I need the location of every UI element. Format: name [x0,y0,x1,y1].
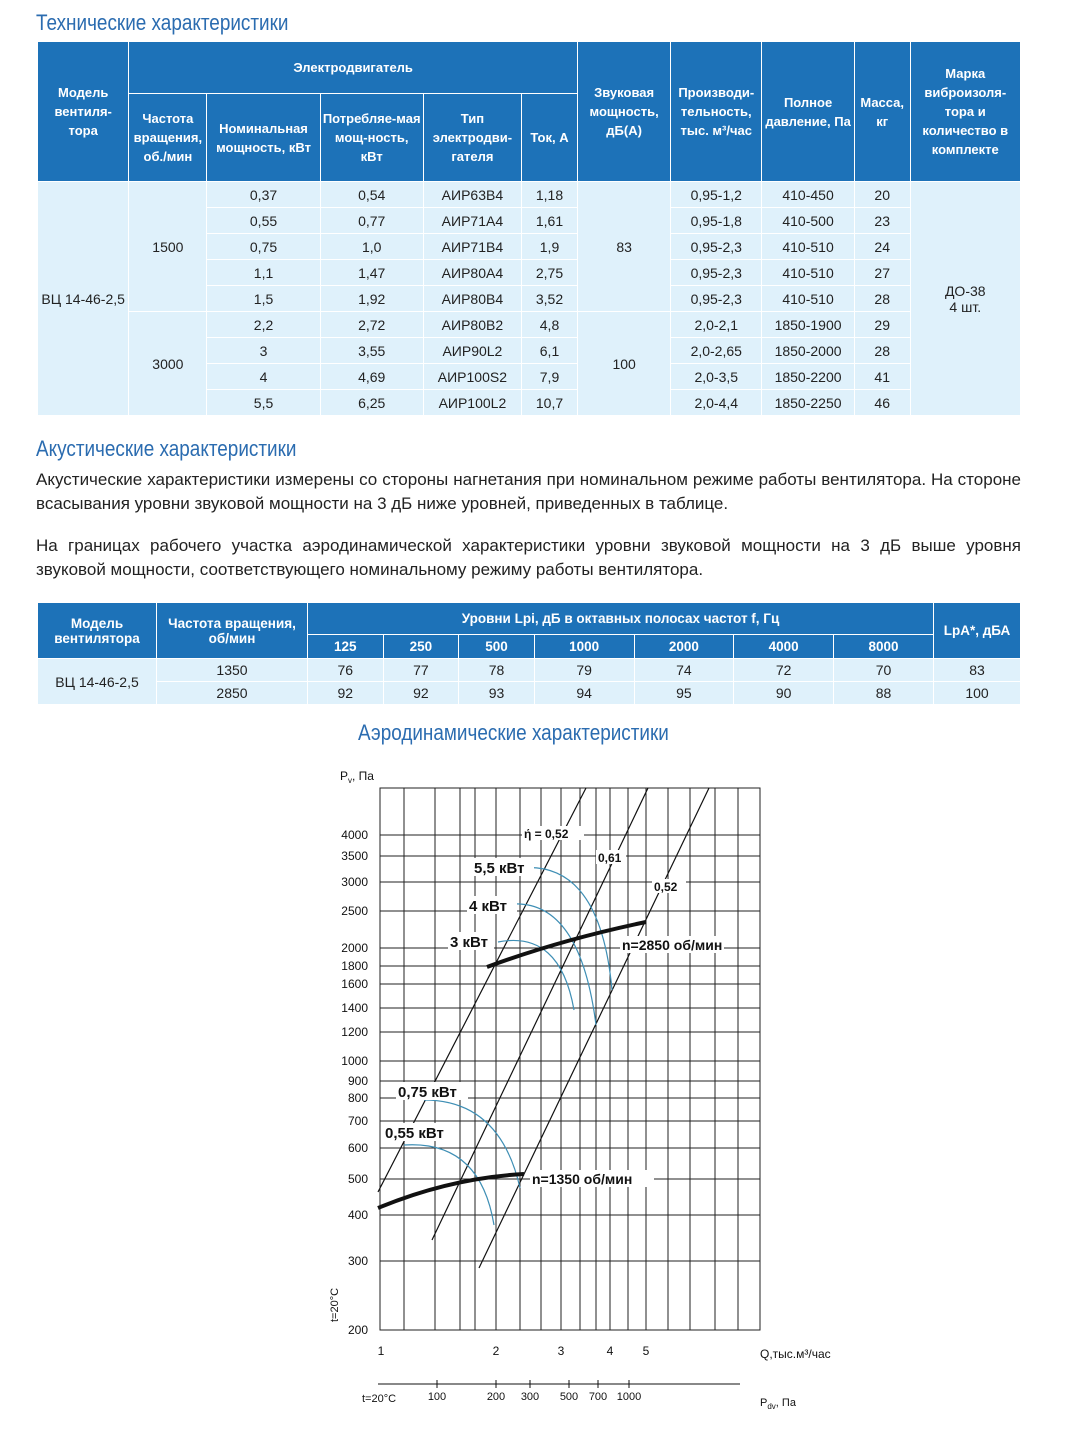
cell-type: АИР80В4 [423,286,521,312]
x-tick: 1 [377,1344,385,1358]
cell-mass: 23 [854,208,910,234]
pdv-tick: 300 [520,1391,540,1403]
cell-ac-level: 76 [308,659,384,682]
th-power: Номинальная мощность, кВт [207,94,320,182]
th-motor: Электродвигатель [129,42,578,94]
acoustic-paragraph-2: На границах рабочего участка аэродинамической характеристики уровни звуковой мощности на 3 дБ выше уровня звуковой мощности, соответствующего номинальному режиму работы вентилятора. [36,536,1021,579]
power-label-4: 4 кВт [469,898,507,915]
cell-current: 3,52 [522,286,578,312]
x-tick: 5 [642,1344,650,1358]
y-tick: 1000 [341,1054,368,1068]
y-tick: 1200 [341,1025,368,1039]
cell-ac-level: 90 [734,682,834,705]
cell-pressure: 410-450 [762,182,855,208]
y-tick: 700 [347,1114,368,1128]
y-tick: 500 [347,1172,368,1186]
cell-power: 4 [207,364,320,390]
cell-mass: 27 [854,260,910,286]
cell-consumed: 4,69 [320,364,423,390]
y-tick: 4000 [341,828,368,842]
cell-type: АИР80А4 [423,260,521,286]
th-model: Модель вентиля-тора [38,42,129,182]
th-band: 2000 [634,635,734,659]
y-tick-labels [341,828,368,1337]
cell-pressure: 1850-1900 [762,312,855,338]
cell-flow: 2,0-3,5 [671,364,762,390]
pdv-scale [378,1380,740,1388]
cell-type: АИР90L2 [423,338,521,364]
cell-flow: 2,0-4,4 [671,390,762,416]
plot-frame [380,788,760,1330]
th-ac-levels: Уровни Lpi, дБ в октавных полосах частот f, Гц [308,603,934,635]
cell-ac-level: 93 [459,682,535,705]
x-tick-labels [378,1344,650,1358]
y-axis-sub: v [348,776,353,785]
th-band: 1000 [534,635,634,659]
cell-current: 1,9 [522,234,578,260]
cell-pressure: 1850-2250 [762,390,855,416]
th-speed: Частота вращения, об./мин [129,94,207,182]
y-tick: 400 [347,1208,368,1222]
th-pressure: Полное давление, Па [762,42,855,182]
x-tick: 4 [606,1344,614,1358]
acoustic-heading: Акустические характеристики [36,436,297,461]
cell-current: 7,9 [522,364,578,390]
cell-type: АИР80В2 [423,312,521,338]
tech-heading: Технические характеристики [36,10,289,35]
cell-mass: 24 [854,234,910,260]
cell-flow: 0,95-1,8 [671,208,762,234]
pdv-sub: dv [767,1402,776,1411]
chart-annotations [383,826,724,1187]
cell-type: АИР71В4 [423,234,521,260]
aero-heading: Аэродинамические характеристики [358,720,669,745]
power-label-3: 3 кВт [450,934,488,951]
cell-pressure: 410-510 [762,260,855,286]
pdv-tick: 200 [486,1391,506,1403]
th-band: 500 [459,635,535,659]
cell-type: АИР71А4 [423,208,521,234]
cell-pressure: 1850-2200 [762,364,855,390]
y-tick: 3500 [341,849,368,863]
pdv-tick: 500 [559,1391,579,1403]
cell-speed-3000: 3000 [129,312,207,416]
y-axis-symbol: P [340,769,349,783]
power-label-0-55: 0,55 кВт [385,1125,444,1142]
cell-current: 1,61 [522,208,578,234]
cell-sound-83: 83 [577,182,670,312]
cell-consumed: 0,77 [320,208,423,234]
cell-current: 1,18 [522,182,578,208]
eta-label-2: 0,61 [598,851,622,865]
cell-ac-level: 78 [459,659,535,682]
cell-type: АИР63В4 [423,182,521,208]
cell-ac-speed: 2850 [157,682,308,705]
th-consumed: Потребляе-мая мощ-ность, кВт [320,94,423,182]
cell-mass: 29 [854,312,910,338]
cell-ac-level: 74 [634,659,734,682]
cell-current: 10,7 [522,390,578,416]
pdv-tick: 1000 [616,1391,642,1403]
cell-current: 6,1 [522,338,578,364]
cell-mass: 28 [854,338,910,364]
speed-label-1350: n=1350 об/мин [532,1171,633,1187]
cell-consumed: 6,25 [320,390,423,416]
y-axis-title [340,769,374,785]
cell-ac-model: ВЦ 14-46-2,5 [38,659,157,705]
cell-ac-level: 77 [383,659,459,682]
cell-flow: 0,95-2,3 [671,234,762,260]
cell-current: 2,75 [522,260,578,286]
cell-mass: 46 [854,390,910,416]
pdv-tick: 700 [588,1391,608,1403]
cell-consumed: 3,55 [320,338,423,364]
y-tick: 900 [347,1074,368,1088]
y-tick: 1400 [341,1001,368,1015]
power-label-0-75: 0,75 кВт [398,1084,457,1101]
cell-consumed: 2,72 [320,312,423,338]
cell-flow: 0,95-2,3 [671,260,762,286]
th-ac-speed: Частота вращения, об/мин [157,603,308,659]
th-band: 125 [308,635,384,659]
cell-type: АИР100L2 [423,390,521,416]
temp-label-vertical: t=20°C [329,1287,341,1322]
cell-type: АИР100S2 [423,364,521,390]
cell-ac-level: 94 [534,682,634,705]
isolator-brand: ДО-38 [944,282,986,299]
arc-5-5kw [520,868,612,990]
cell-consumed: 0,54 [320,182,423,208]
acoustic-paragraph-1: Акустические характеристики измерены со стороны нагнетания при номинальном режиме работы вентилятора. На стороне всасывания уровни звуковой мощности на 3 дБ ниже уровней, приведенных в таблице. [36,470,1021,513]
cell-ac-speed: 1350 [157,659,308,682]
cell-consumed: 1,47 [320,260,423,286]
cell-power: 1,1 [207,260,320,286]
x-tick: 3 [557,1344,565,1358]
th-band: 250 [383,635,459,659]
pdv-unit: , Па [775,1397,796,1409]
y-tick: 1600 [341,977,368,991]
cell-ac-lpa: 83 [934,659,1021,682]
th-ac-model: Модель вентилятора [38,603,157,659]
y-tick: 1800 [341,959,368,973]
cell-current: 4,8 [522,312,578,338]
cell-power: 0,55 [207,208,320,234]
efficiency-lines [378,788,709,1268]
cell-flow: 2,0-2,1 [671,312,762,338]
eta-label-3: 0,52 [654,880,678,894]
cell-flow: 0,95-1,2 [671,182,762,208]
speed-label-2850: n=2850 об/мин [622,937,723,953]
th-flow: Производи-тельность, тыс. м³/час [671,42,762,182]
th-ac-lpa: LpA*, дБА [934,603,1021,659]
cell-pressure: 410-510 [762,286,855,312]
cell-mass: 41 [854,364,910,390]
y-tick: 3000 [341,875,368,889]
th-band: 8000 [834,635,934,659]
temp-label: t=20°C [362,1393,397,1405]
th-mass: Масса, кг [854,42,910,182]
cell-flow: 0,95-2,3 [671,286,762,312]
pdv-axis-title [760,1397,797,1411]
th-isolator: Марка виброизоля-тора и количество в комплекте [910,42,1020,182]
cell-mass: 28 [854,286,910,312]
cell-consumed: 1,92 [320,286,423,312]
eta-label-1: ή = 0,52 [524,827,569,841]
pdv-tick: 100 [427,1391,447,1403]
th-type: Тип электродви-гателя [423,94,521,182]
y-tick: 300 [347,1254,368,1268]
cell-ac-level: 70 [834,659,934,682]
cell-ac-lpa: 100 [934,682,1021,705]
th-current: Ток, А [522,94,578,182]
th-sound: Звуковая мощность, дБ(А) [577,42,670,182]
cell-power: 5,5 [207,390,320,416]
y-tick: 2000 [341,941,368,955]
cell-speed-1500: 1500 [129,182,207,312]
power-label-5-5: 5,5 кВт [474,860,525,877]
cell-power: 1,5 [207,286,320,312]
y-tick: 600 [347,1141,368,1155]
y-tick: 200 [347,1323,368,1337]
cell-flow: 2,0-2,65 [671,338,762,364]
cell-pressure: 410-500 [762,208,855,234]
cell-model: ВЦ 14-46-2,5 [38,182,129,416]
pdv-symbol: P [760,1397,768,1409]
cell-pressure: 410-510 [762,234,855,260]
cell-mass: 20 [854,182,910,208]
cell-ac-level: 72 [734,659,834,682]
cell-power: 0,37 [207,182,320,208]
cell-power: 0,75 [207,234,320,260]
y-tick: 2500 [341,904,368,918]
cell-ac-level: 88 [834,682,934,705]
cell-power: 2,2 [207,312,320,338]
cell-consumed: 1,0 [320,234,423,260]
cell-sound-100: 100 [577,312,670,416]
cell-ac-level: 92 [308,682,384,705]
cell-ac-level: 79 [534,659,634,682]
cell-ac-level: 92 [383,682,459,705]
isolator-count: 4 шт. [949,298,982,315]
cell-pressure: 1850-2000 [762,338,855,364]
x-tick: 2 [492,1344,500,1358]
chart-grid [380,788,760,1330]
th-band: 4000 [734,635,834,659]
pdv-tick-labels [428,1391,641,1403]
y-axis-unit: , Па [352,769,374,783]
y-tick: 800 [347,1091,368,1105]
x-axis-title: Q,тыс.м³/час [760,1347,831,1361]
cell-power: 3 [207,338,320,364]
cell-ac-level: 95 [634,682,734,705]
